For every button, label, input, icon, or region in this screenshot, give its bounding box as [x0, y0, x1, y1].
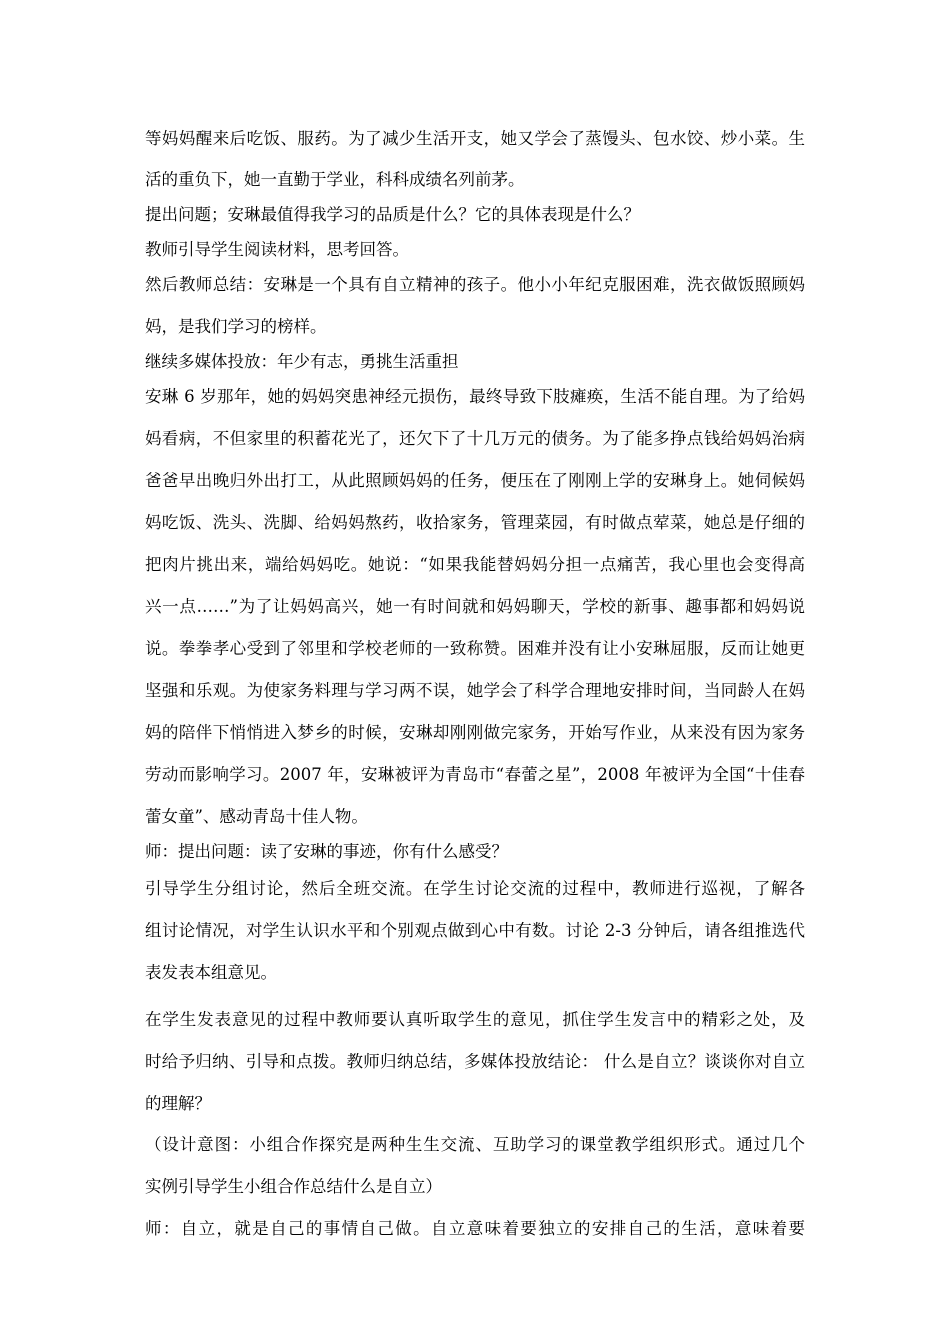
text-line: 坚强和乐观。为使家务料理与学习两不误，她学会了科学合理地安排时间，当同龄人在妈: [145, 681, 805, 700]
text-line: 提出问题；安琳最值得我学习的品质是什么？它的具体表现是什么？: [145, 205, 640, 224]
text-line: 教师引导学生阅读材料，思考回答。: [145, 240, 409, 259]
text-line: 组讨论情况，对学生认识水平和个别观点做到心中有数。讨论 2-3 分钟后，请各组推选代: [145, 921, 805, 940]
text-line: 的理解？: [145, 1094, 211, 1113]
text-line: 表发表本组意见。: [145, 963, 277, 982]
text-line: 把肉片挑出来，端给妈妈吃。她说：“如果我能替妈妈分担一点痛苦，我心里也会变得高: [145, 555, 805, 574]
text-line: 然后教师总结：安琳是一个具有自立精神的孩子。他小小年纪克服困难，洗衣做饭照顾妈: [145, 275, 805, 294]
text-line: 爸爸早出晚归外出打工，从此照顾妈妈的任务，便压在了刚刚上学的安琳身上。她伺候妈: [145, 471, 805, 490]
text-line: 活的重负下，她一直勤于学业，科科成绩名列前茅。: [145, 170, 525, 189]
text-line: 引导学生分组讨论，然后全班交流。在学生讨论交流的过程中，教师进行巡视，了解各: [145, 879, 805, 898]
text-line: 妈吃饭、洗头、洗脚、给妈妈熬药，收拾家务，管理菜园，有时做点荤菜，她总是仔细的: [145, 513, 805, 532]
text-line: 在学生发表意见的过程中教师要认真听取学生的意见，抓住学生发言中的精彩之处，及: [145, 1010, 805, 1029]
text-line: （设计意图：小组合作探究是两种生生交流、互助学习的课堂教学组织形式。通过几个: [145, 1135, 805, 1154]
text-line: 实例引导学生小组合作总结什么是自立）: [145, 1177, 442, 1196]
text-line: 继续多媒体投放：年少有志，勇挑生活重担: [145, 352, 459, 371]
text-line: 兴一点……”为了让妈妈高兴，她一有时间就和妈妈聊天，学校的新事、趣事都和妈妈说: [145, 597, 805, 616]
text-line: 等妈妈醒来后吃饭、服药。为了减少生活开支，她又学会了蒸馒头、包水饺、炒小菜。生: [145, 129, 805, 148]
text-line: 蕾女童”、感动青岛十佳人物。: [145, 807, 368, 826]
text-line: 师：自立，就是自己的事情自己做。自立意味着要独立的安排自己的生活，意味着要: [145, 1219, 805, 1238]
text-line: 妈的陪伴下悄悄进入梦乡的时候，安琳却刚刚做完家务，开始写作业，从来没有因为家务: [145, 723, 805, 742]
text-line: 安琳 6 岁那年，她的妈妈突患神经元损伤，最终导致下肢瘫痪，生活不能自理。为了给妈: [145, 387, 805, 406]
text-line: 说。拳拳孝心受到了邻里和学校老师的一致称赞。困难并没有让小安琳屈服，反而让她更: [145, 639, 805, 658]
text-line: 劳动而影响学习。2007 年，安琳被评为青岛市“春蕾之星”，2008 年被评为全国“十佳春: [145, 765, 805, 784]
text-line: 师：提出问题：读了安琳的事迹，你有什么感受？: [145, 842, 508, 861]
text-line: 妈看病，不但家里的积蓄花光了，还欠下了十几万元的债务。为了能多挣点钱给妈妈治病: [145, 429, 805, 448]
text-line: 妈，是我们学习的榜样。: [145, 317, 327, 336]
text-line: 时给予归纳、引导和点拨。教师归纳总结，多媒体投放结论： 什么是自立？谈谈你对自立: [145, 1052, 805, 1071]
